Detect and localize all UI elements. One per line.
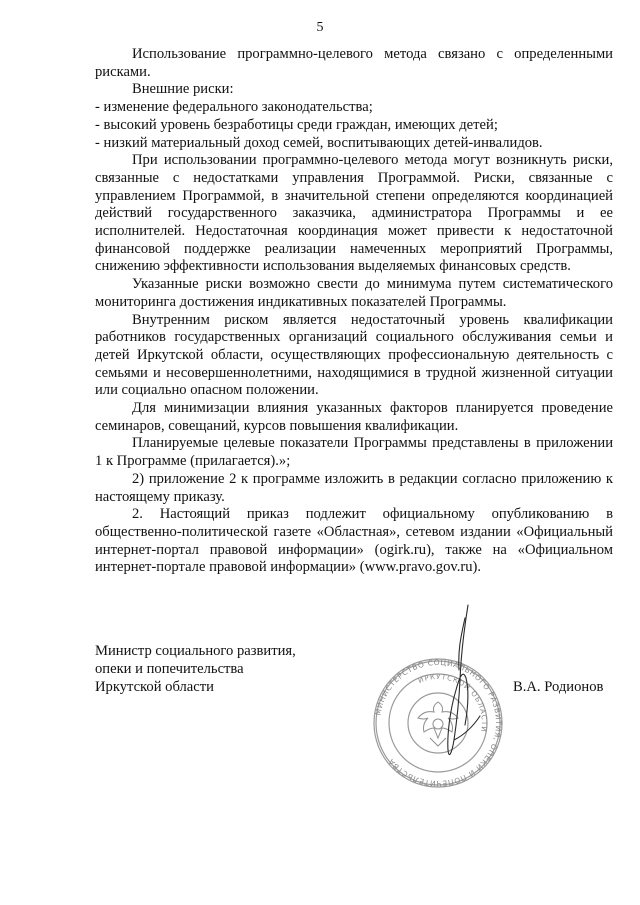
paragraph: Внутренним риском является недостаточный уровень квалификации работников государственных организаций социального обслуживания семьи и детей Иркутской области, осуществляющих профессиональную деятельность с семьями и несовершеннолетними, находящимися в трудной жизненной ситуации или социально опасном положении. xyxy=(95,311,613,399)
paragraph: При использовании программно-целевого метода могут возникнуть риски, связанные с недостатками управления Программой. Риски, связанные с управлением Программой, в значительной степени определяются координацией действий государственного заказчика, администратора Программы и ее исполнителей. Недостаточная координация может привести к недостаточной финансовой поддержке реализации намеченных мероприятий Программы, снижению эффективности использования выделяемых финансовых средств. xyxy=(95,152,613,275)
signature-position-line: Министр социального развития, xyxy=(95,643,296,659)
seal-outer-text: МИНИСТЕРСТВО СОЦИАЛЬНОГО РАЗВИТИЯ, ОПЕКИ И ПОПЕЧИТЕЛЬСТВА xyxy=(373,657,504,789)
page-number: 5 xyxy=(316,20,324,35)
signature-position-line: Иркутской области xyxy=(95,679,214,695)
paragraph: Планируемые целевые показатели Программы представлены в приложении 1 к Программе (прилагается).»; xyxy=(95,435,613,470)
paragraph: Внешние риски: xyxy=(132,81,234,98)
paragraph: 2. Настоящий приказ подлежит официальному опубликованию в общественно-политической газете «Областная», сетевом издании «Официальный интернет-портал правовой информации» (ogirk.ru), также на «Официальном интернет-портале правовой информации» (www.pravo.gov.ru). xyxy=(95,506,613,576)
list-item: - изменение федерального законодательства; xyxy=(95,99,373,116)
paragraph: 2) приложение 2 к программе изложить в редакции согласно приложению к настоящему приказу. xyxy=(95,470,613,505)
list-item: - низкий материальный доход семей, воспитывающих детей-инвалидов. xyxy=(95,134,543,151)
paragraph: Указанные риски возможно свести до минимума путем систематического мониторинга достижения индикативных показателей Программы. xyxy=(95,276,613,310)
list-item: - высокий уровень безработицы среди граждан, имеющих детей; xyxy=(95,116,498,133)
document-body xyxy=(95,46,613,577)
signature-position-line: опеки и попечительства xyxy=(95,661,244,677)
official-seal xyxy=(368,600,508,800)
signature-position xyxy=(95,642,296,696)
signer-name: В.А. Родионов xyxy=(513,679,604,695)
seal-inner-text: ИРКУТСКОЙ ОБЛАСТИ xyxy=(417,672,489,734)
paragraph: Использование программно-целевого метода связано с определенными рисками. xyxy=(95,46,613,80)
paragraph: Для минимизации влияния указанных факторов планируется проведение семинаров, совещаний, курсов повышения квалификации. xyxy=(95,400,613,434)
